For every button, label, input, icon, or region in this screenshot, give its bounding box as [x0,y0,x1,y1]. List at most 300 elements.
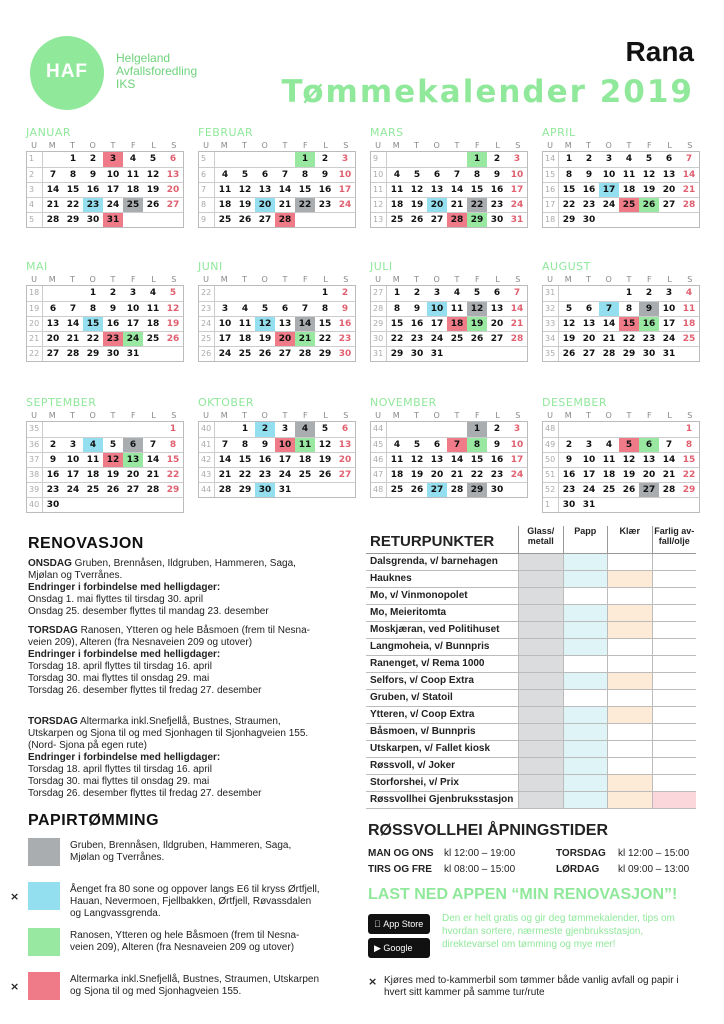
week-number: 30 [371,332,387,346]
day-cell: 6 [341,424,349,434]
day-cell: 25 [619,198,639,212]
returpunkt-cell [652,758,697,774]
returpunkt-name: Moskjæran, ved Politihuset [370,624,500,635]
day-cell: 19 [642,185,656,195]
week-number: 29 [371,317,387,331]
week-row [199,301,355,316]
apple-icon [374,919,383,929]
returpunkt-cell [518,792,563,808]
day-cell: 23 [318,200,332,210]
week-row [199,152,355,167]
week-number: 20 [27,317,43,331]
day-cell: 8 [301,170,309,180]
day-cell: 11 [126,170,140,180]
onsdag-label: ONSDAG [28,558,72,569]
week-number: 26 [199,347,215,361]
day-cell: 14 [278,185,292,195]
week-row [543,482,699,497]
day-cell: 11 [295,438,315,452]
day-cell: 17 [66,470,80,480]
week-number: 38 [27,468,43,482]
returpunkt-row [366,639,696,656]
returpunkt-cell [652,792,697,808]
day-cell: 6 [261,170,269,180]
week-number: 36 [27,438,43,452]
day-cell: 24 [582,485,596,495]
day-cell [619,422,639,437]
day-cell: 22 [682,470,696,480]
day-cell: 1 [241,424,249,434]
day-cell: 8 [393,304,401,314]
day-cell: 26 [238,215,252,225]
weekday-label: U [203,275,209,284]
week-row [27,497,183,512]
day-cell: 22 [66,200,80,210]
day-cell [639,498,659,512]
day-cell: 16 [582,185,596,195]
torsdag2-change-2: Torsdag 30. mai flyttes til onsdag 29. mai [28,776,210,787]
hours-day-3: TIRS OG FRE [368,864,432,875]
day-cell: 22 [318,334,332,344]
week-row [199,482,355,497]
hours-day-1: MAN OG ONS [368,848,434,859]
day-cell: 12 [103,453,123,467]
logo-icon [30,36,104,110]
onsdag-changes-label: Endringer i forbindelse med helligdager: [28,582,221,593]
org-name-line2: Avfallsforedling [116,64,198,78]
day-cell: 2 [49,440,57,450]
month-grid [198,151,356,228]
day-cell: 11 [602,455,616,465]
returpunkt-cell [518,588,563,604]
week-row [27,301,183,316]
returpunkt-cell [607,656,652,672]
day-cell: 25 [86,485,100,495]
returpunkt-row [366,673,696,690]
day-cell: 20 [166,185,180,195]
day-cell: 17 [582,470,596,480]
papir-area-text: Gruben, Brennåsen, Ildgruben, Hammeren, Saga, Mjølan og Tverrånes. [70,840,292,863]
returpunkt-cell [607,724,652,740]
weekday-label: T [454,275,460,284]
day-cell: 13 [642,455,656,465]
torsdag2-label: TORSDAG [28,716,78,727]
month-name: JANUAR [26,126,72,139]
week-number: 37 [27,453,43,467]
day-cell: 20 [430,470,444,480]
month-grid [370,151,528,228]
weekday-label: M [48,411,56,420]
hours-day-2: TORSDAG [556,848,606,859]
week-row [543,422,699,437]
day-cell: 15 [562,185,576,195]
day-cell: 2 [493,154,501,164]
week-row [543,497,699,512]
weekday-label: U [31,141,37,150]
day-cell: 29 [238,485,252,495]
day-cell: 19 [467,317,487,331]
returpunkt-name: Mo, Meieritomta [370,607,447,618]
papir-area-text: Åenget fra 80 sone og oppover langs E6 til kryss Ørtfjell, Hauan, Nevermoen, Fjellbakken, Ørtfjell, Røvassdalen og Langvassgrenda. [70,884,320,919]
day-cell: 7 [281,170,289,180]
day-cell [619,498,639,512]
hours-row-3 [368,864,432,875]
month-name: DESEMBER [542,396,607,409]
day-cell: 9 [109,304,117,314]
day-cell: 31 [126,349,140,359]
week-number: 25 [199,332,215,346]
day-cell: 10 [510,440,524,450]
day-cell: 28 [450,485,464,495]
week-row [199,467,355,482]
day-cell [255,286,275,301]
day-cell: 20 [582,334,596,344]
week-row [27,212,183,227]
day-cell: 13 [278,319,292,329]
torsdag-changes-label: Endringer i forbindelse med helligdager: [28,649,221,660]
day-cell [63,422,83,437]
day-cell: 16 [490,455,504,465]
weekday-label: M [220,141,228,150]
day-cell: 8 [169,440,177,450]
day-cell: 23 [490,200,504,210]
weekday-label: O [261,275,268,284]
returpunkt-cell [563,656,608,672]
municipality-title: Rana [625,36,694,67]
weekday-label: S [687,275,693,284]
day-cell [143,422,163,437]
day-cell: 13 [123,453,143,467]
week-row [27,437,183,452]
col-klaer: Klær [607,526,652,553]
week-number: 6 [199,168,215,182]
two-chamber-mark: × [10,890,20,903]
day-cell [103,498,123,512]
day-cell: 9 [89,170,97,180]
day-cell: 13 [430,455,444,465]
week-number: 22 [27,347,43,361]
day-cell: 15 [66,185,80,195]
day-cell: 17 [106,185,120,195]
week-row [371,286,527,301]
month-name: APRIL [542,126,576,139]
day-cell: 4 [393,440,401,450]
weekday-label: L [151,411,156,420]
weekday-label: T [282,275,288,284]
weekday-label: S [171,275,177,284]
day-cell: 3 [281,424,289,434]
month-juli [370,260,528,362]
day-cell: 26 [146,200,160,210]
day-cell: 28 [275,213,295,227]
weekday-label: F [474,275,480,284]
week-row [371,346,527,361]
day-cell: 4 [295,422,315,437]
returpunkt-cell [607,554,652,570]
papir-area-text: Altermarka inkl.Snefjellå, Bustnes, Straumen, Utskarpen og Sjona til og med Sjonhagveien 155. [70,974,319,997]
returpunkt-name: Utskarpen, v/ Fallet kiosk [370,743,491,754]
weekday-label: U [203,141,209,150]
week-row [543,152,699,167]
returpunkt-row [366,588,696,605]
day-cell: 5 [149,154,157,164]
weekday-label: S [343,411,349,420]
returpunkter-header [366,526,696,554]
day-cell: 24 [66,485,80,495]
day-cell: 6 [639,438,659,452]
day-cell: 29 [86,349,100,359]
day-cell [447,152,467,167]
day-cell: 30 [490,485,504,495]
day-cell: 15 [390,319,404,329]
weekday-label: T [110,275,116,284]
day-cell: 7 [301,304,309,314]
week-number: 40 [199,422,215,437]
week-number: 39 [27,483,43,497]
day-cell: 2 [585,154,593,164]
day-cell: 15 [682,455,696,465]
day-cell [295,213,315,227]
weekday-label: S [515,141,521,150]
returpunkt-cell [563,775,608,791]
day-cell: 22 [622,334,636,344]
day-cell: 14 [450,455,464,465]
day-cell: 8 [473,170,481,180]
returpunkt-row [366,605,696,622]
weekday-label: U [375,411,381,420]
returpunkt-name: Selfors, v/ Coop Extra [370,675,474,686]
returpunkt-cell [563,605,608,621]
week-row [543,437,699,452]
week-row [199,452,355,467]
day-cell: 25 [602,485,616,495]
papir-color-swatch [28,972,60,1000]
weekday-label: T [69,275,75,284]
app-store-label: App Store [374,919,415,929]
day-cell: 15 [619,317,639,331]
returpunkt-cell [652,622,697,638]
day-cell: 18 [682,319,696,329]
day-cell: 31 [662,349,676,359]
weekday-label: T [110,141,116,150]
day-cell: 21 [278,200,292,210]
returpunkt-cell [563,792,608,808]
week-row [543,316,699,331]
week-number: 44 [199,483,215,497]
day-cell: 9 [321,170,329,180]
day-cell: 9 [565,455,573,465]
returpunkt-cell [652,605,697,621]
day-cell: 2 [109,288,117,298]
day-cell: 19 [410,470,424,480]
week-row [199,167,355,182]
weekday-label: O [89,411,96,420]
day-cell: 27 [639,483,659,497]
weekday-header [370,274,528,285]
week-number: 18 [27,286,43,301]
returpunkt-name: Langmoheia, v/ Bunnpris [370,641,490,652]
day-cell: 15 [166,455,180,465]
google-play-button[interactable] [368,938,430,973]
returpunkt-cell [518,707,563,723]
day-cell [63,498,83,512]
day-cell [335,213,355,227]
day-cell: 17 [599,183,619,197]
returpunkt-row [366,571,696,588]
day-cell: 14 [662,455,676,465]
day-cell: 29 [622,349,636,359]
weekday-header [26,274,184,285]
weekday-label: M [220,275,228,284]
day-cell: 23 [46,485,60,495]
day-cell: 8 [625,304,633,314]
weekday-label: S [171,141,177,150]
week-row [543,346,699,361]
weekday-header [542,410,700,421]
week-number: 18 [543,213,559,227]
day-cell: 16 [338,319,352,329]
day-cell: 27 [582,349,596,359]
week-number: 14 [543,152,559,167]
day-cell: 15 [298,185,312,195]
week-row [27,422,183,437]
day-cell: 16 [410,319,424,329]
day-cell: 22 [86,334,100,344]
week-row [199,331,355,346]
weekday-label: S [515,275,521,284]
returpunkt-row [366,724,696,741]
day-cell: 12 [146,170,160,180]
day-cell: 29 [66,215,80,225]
day-cell: 30 [642,349,656,359]
hours-time-4: kl 09:00 – 13:00 [618,864,690,875]
day-cell [427,422,447,437]
day-cell: 21 [450,470,464,480]
day-cell: 8 [89,304,97,314]
weekday-label: L [495,411,500,420]
returpunkt-cell [652,554,697,570]
month-oktober [198,396,356,498]
day-cell: 9 [413,304,421,314]
day-cell [487,347,507,361]
week-row [371,467,527,482]
returpunkt-name: Dalsgrenda, v/ barnehagen [370,556,498,567]
day-cell: 26 [258,349,272,359]
play-icon: ▶ [374,943,384,953]
day-cell: 14 [218,455,232,465]
day-cell: 1 [69,154,77,164]
weekday-label: O [89,275,96,284]
day-cell [507,483,527,497]
day-cell: 5 [109,440,117,450]
returpunkt-cell [652,724,697,740]
renovasjon-onsdag [28,558,328,618]
day-cell: 27 [278,349,292,359]
day-cell: 30 [46,500,60,510]
header [0,0,724,120]
week-row [371,301,527,316]
week-number: 16 [543,183,559,197]
week-number: 22 [199,286,215,301]
day-cell: 13 [338,440,352,450]
day-cell: 25 [450,334,464,344]
weekday-label: U [547,141,553,150]
day-cell [387,152,407,167]
weekday-label: T [626,411,632,420]
day-cell: 24 [218,349,232,359]
papir-color-swatch [28,838,60,866]
weekday-label: T [626,141,632,150]
weekday-label: U [31,411,37,420]
day-cell: 17 [662,319,676,329]
day-cell: 6 [281,304,289,314]
day-cell [123,213,143,227]
hours-row-2 [556,848,606,859]
day-cell [599,498,619,512]
returpunkt-cell [563,758,608,774]
hours-time-2: kl 12:00 – 15:00 [618,848,690,859]
day-cell: 9 [493,170,501,180]
weekday-label: T [413,275,419,284]
week-row [27,167,183,182]
day-cell: 17 [338,185,352,195]
day-cell: 22 [390,334,404,344]
returpunkt-cell [607,639,652,655]
week-row [543,301,699,316]
day-cell: 21 [510,319,524,329]
returpunkt-cell [652,673,697,689]
day-cell: 12 [410,185,424,195]
day-cell: 4 [393,170,401,180]
returpunkt-row [366,741,696,758]
day-cell: 18 [86,470,100,480]
onsdag-change-1: Onsdag 1. mai flyttes til tirsdag 30. april [28,594,204,605]
weekday-label: L [667,141,672,150]
day-cell: 23 [410,334,424,344]
day-cell: 2 [565,440,573,450]
day-cell: 18 [447,317,467,331]
day-cell: 17 [510,185,524,195]
app-store-button[interactable] [368,914,430,934]
month-name: SEPTEMBER [26,396,97,409]
day-cell [123,422,143,437]
returpunkt-name: Gruben, v/ Statoil [370,692,453,703]
day-cell: 16 [258,455,272,465]
day-cell [143,498,163,512]
day-cell: 11 [86,455,100,465]
week-row [371,316,527,331]
day-cell: 31 [278,485,292,495]
month-name: AUGUST [542,260,591,273]
month-mai [26,260,184,362]
day-cell: 15 [238,455,252,465]
torsdag2-change-3: Torsdag 26. desember flyttes til fredag 27. desember [28,788,262,799]
day-cell: 25 [298,470,312,480]
footnote: Kjøres med to-kammerbil som tømmer både vanlig avfall og papir i hvert sitt kammer på samme tur/rute [384,975,679,998]
day-cell: 18 [602,470,616,480]
week-row [27,316,183,331]
day-cell: 5 [321,424,329,434]
day-cell: 10 [602,170,616,180]
day-cell: 11 [238,319,252,329]
day-cell [559,286,579,301]
calendar-title: Tømmekalender 2019 [281,74,694,110]
day-cell: 31 [510,215,524,225]
week-number: 8 [199,198,215,212]
day-cell: 4 [605,440,613,450]
day-cell: 16 [639,317,659,331]
returpunkt-cell [607,775,652,791]
